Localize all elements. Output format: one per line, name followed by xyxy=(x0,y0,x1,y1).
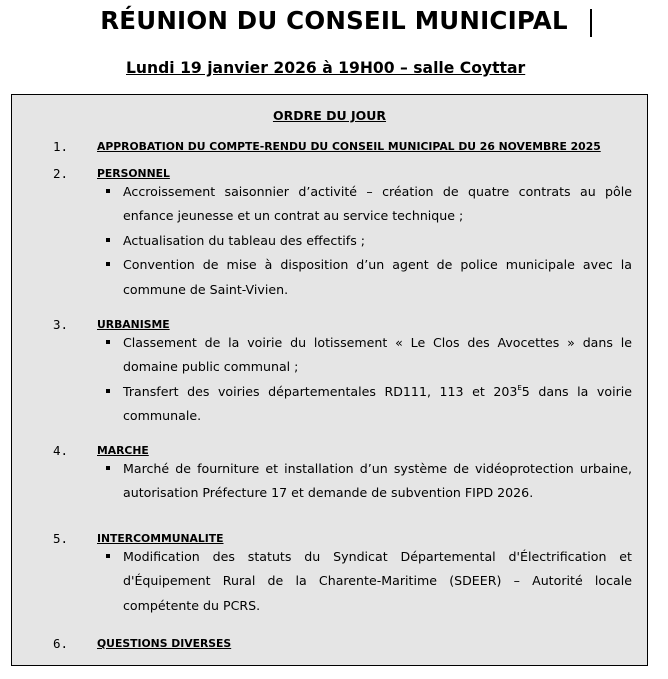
bullet-icon xyxy=(106,262,110,266)
bullet-icon xyxy=(106,189,110,193)
section-number: 4. xyxy=(53,443,69,458)
list-item: Actualisation du tableau des effectifs ; xyxy=(12,229,647,253)
bullet-icon xyxy=(106,340,110,344)
agenda-box xyxy=(11,94,648,666)
section-title: MARCHE xyxy=(97,444,149,457)
text-cursor xyxy=(590,9,592,37)
list-item: Transfert des voiries départementales RD111, 113 et $203^E5$ dans la voirie communale. xyxy=(12,380,647,429)
list-item: Marché de fourniture et installation d’un système de vidéoprotection urbaine, autorisation Préfecture 17 et demande de subvention FIPD 2026. xyxy=(12,457,647,506)
section-title: QUESTIONS DIVERSES xyxy=(97,637,232,650)
bullet-icon xyxy=(106,554,110,558)
section-number: 6. xyxy=(53,636,69,651)
page-title: RÉUNION DU CONSEIL MUNICIPAL xyxy=(100,6,568,35)
meeting-date-location: Lundi 19 janvier 2026 à 19H00 – salle Coyttar xyxy=(126,59,526,77)
section-title: APPROBATION DU COMPTE-RENDU DU CONSEIL MUNICIPAL DU 26 NOVEMBRE 2025 xyxy=(97,140,601,153)
list-item: Convention de mise à disposition d’un agent de police municipale avec la commune de Saint-Vivien. xyxy=(12,253,647,302)
list-item: Classement de la voirie du lotissement « Le Clos des Avocettes » dans le domaine public communal ; xyxy=(12,331,647,380)
bullet-icon xyxy=(106,389,110,393)
section-number: 2. xyxy=(53,166,69,181)
section-title: PERSONNEL xyxy=(97,167,170,180)
list-item: Accroissement saisonnier d’activité – création de quatre contrats au pôle enfance jeunesse et un contrat au service technique ; xyxy=(12,180,647,229)
agenda-title: ORDRE DU JOUR xyxy=(272,108,387,123)
section-title: URBANISME xyxy=(97,318,170,331)
section-number: 1. xyxy=(53,139,69,154)
list-item: Modification des statuts du Syndicat Départemental d'Électrification et d'Équipement Rural de la Charente-Maritime (SDEER) – Autorité locale compétente du PCRS. xyxy=(12,545,647,618)
section-number: 5. xyxy=(53,531,69,546)
bullet-icon xyxy=(106,238,110,242)
bullet-icon xyxy=(106,466,110,470)
section-title: INTERCOMMUNALITE xyxy=(97,532,224,545)
section-number: 3. xyxy=(53,317,69,332)
